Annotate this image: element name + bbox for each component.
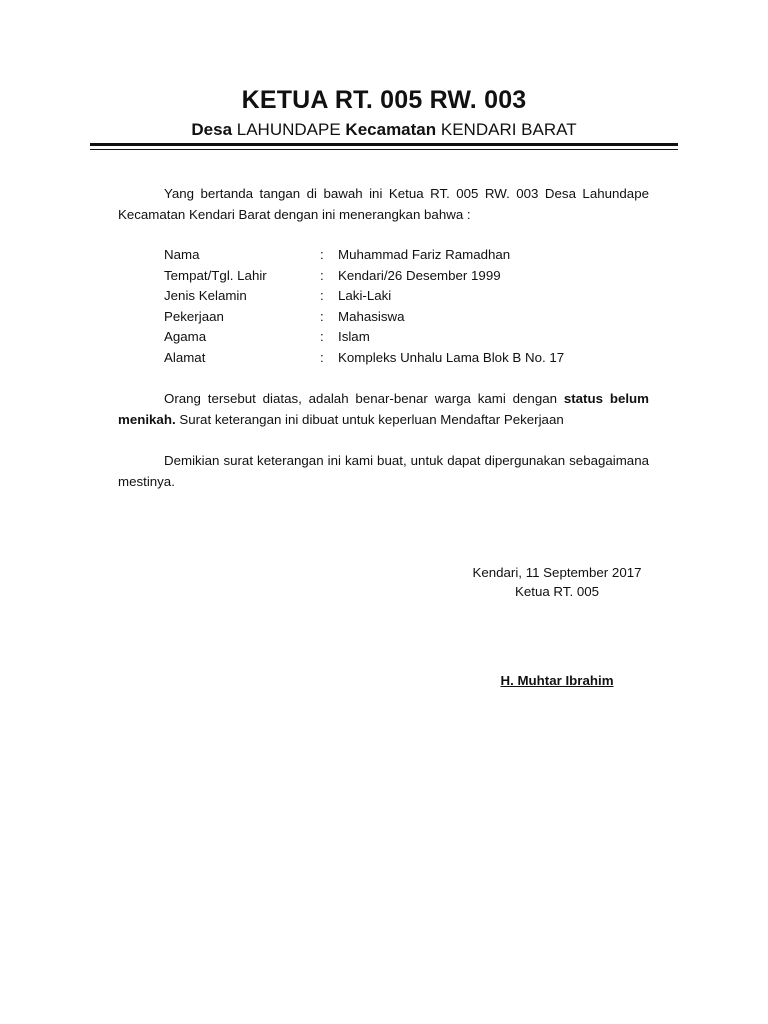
letter-subtitle [0,120,768,140]
field-value: Muhammad Fariz Ramadhan [338,247,511,262]
desa-label: Desa [191,120,233,139]
field-value: Laki-Laki [338,288,392,303]
field-value: Mahasiswa [338,309,405,324]
field-value: Kompleks Unhalu Lama Blok B No. 17 [338,350,565,365]
field-value: Kendari/26 Desember 1999 [338,268,501,283]
signature-name: H. Muhtar Ibrahim [500,673,614,688]
field-colon: : [320,329,324,344]
header-divider-thick [90,143,678,146]
field-colon: : [320,288,324,303]
statement-paragraph [118,389,649,430]
field-colon: : [320,350,324,365]
field-value: Islam [338,329,370,344]
letter-title: KETUA RT. 005 RW. 003 [241,86,527,114]
kecamatan-name: KENDARI BARAT [440,120,577,139]
statement-text: Orang tersebut diatas, adalah benar-benar warga kami dengan [164,391,564,406]
marital-status-text: status belum menikah. [118,391,649,427]
field-label: Tempat/Tgl. Lahir [164,268,267,283]
intro-paragraph: Yang bertanda tangan di bawah ini Ketua RT. 005 RW. 003 Desa Lahundape Kecamatan Kendari Barat dengan ini menerangkan bahwa : [118,186,649,222]
field-colon: : [320,309,324,324]
field-label: Jenis Kelamin [164,288,247,303]
desa-name: LAHUNDAPE [236,120,341,139]
field-colon: : [320,247,324,262]
field-label: Pekerjaan [164,309,224,324]
field-label: Nama [164,247,200,262]
closing-paragraph: Demikian surat keterangan ini kami buat, untuk dapat dipergunakan sebagaimana mestinya. [118,453,649,489]
purpose-text: Surat keterangan ini dibuat untuk keperluan Mendaftar Pekerjaan [175,411,564,427]
signature-role: Ketua RT. 005 [514,584,600,599]
kecamatan-label: Kecamatan [345,120,437,139]
field-label: Agama [164,329,207,344]
signature-place-date: Kendari, 11 September 2017 [472,565,642,580]
field-label: Alamat [164,350,206,365]
header-divider-thin [90,149,678,150]
field-colon: : [320,268,324,283]
